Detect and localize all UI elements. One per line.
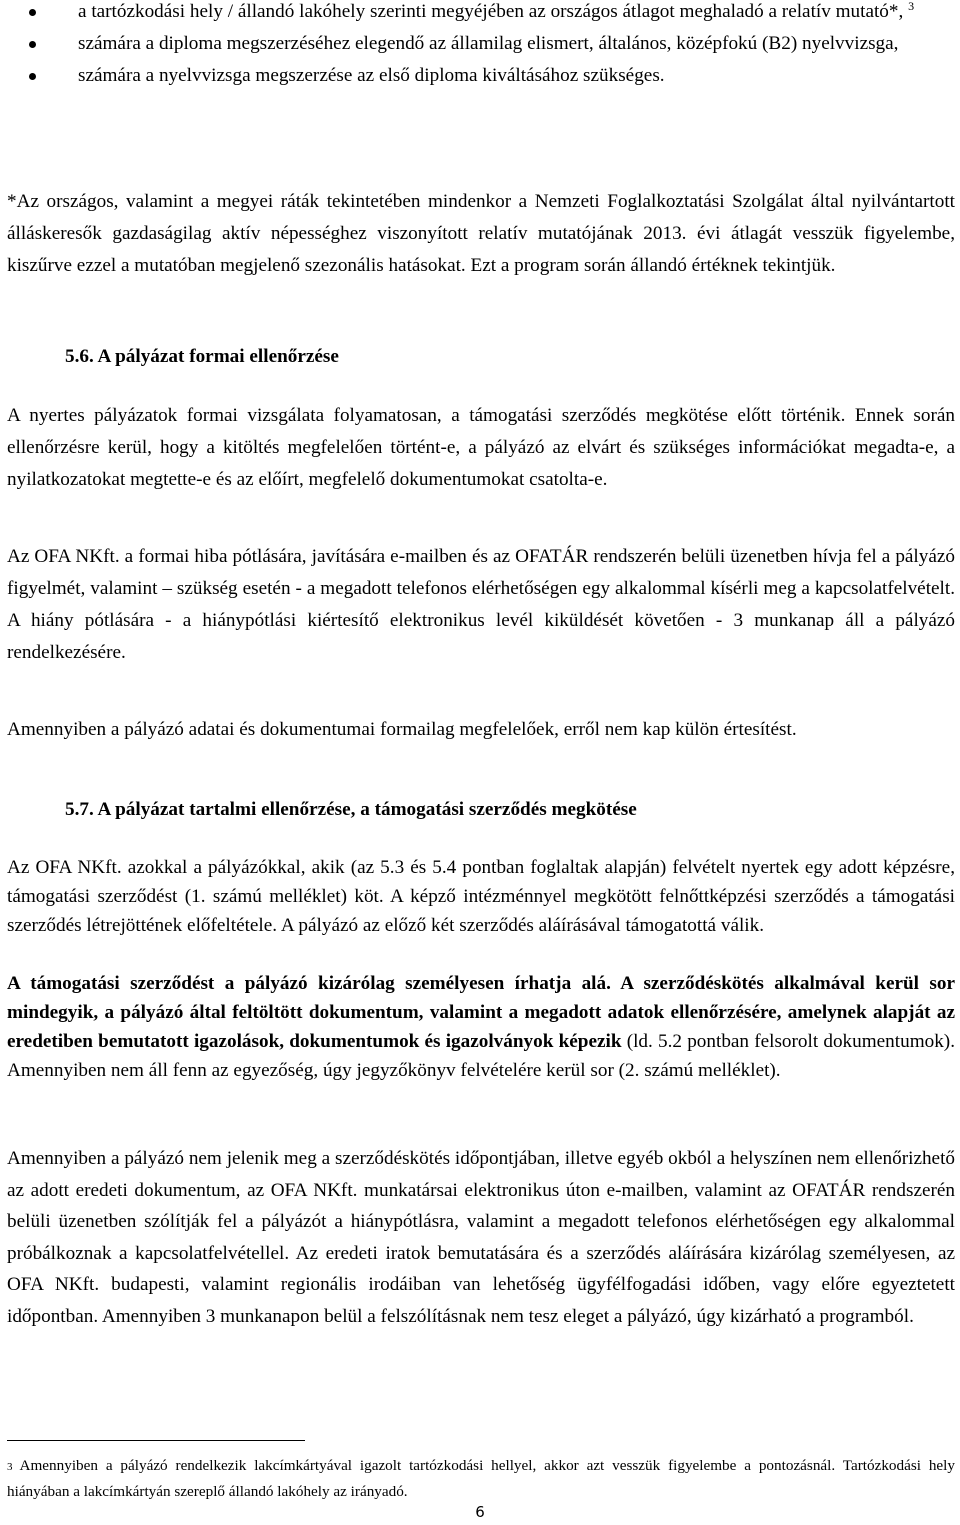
bullet-icon <box>29 73 36 80</box>
paragraph: A támogatási szerződést a pályázó kizárólag személyesen írhatja alá. A szerződéskötés alkalmával kerül sor mindegyik, a pályázó által feltöltött dokumentum, valamint a megadott adatok ellenőrzésére, amelynek alapját az eredetiben bemutatott igazolások, dokumentumok és igazolványok képezik (ld. 5.2 pontban felsorolt dokumentumok). Amennyiben nem áll fenn az egyezőség, úgy jegyzőkönyv felvételére kerül sor (2. számú melléklet). <box>7 973 955 1081</box>
bold-requirement-text: A támogatási szerződést a pályázó kizárólag személyesen írhatja alá. A szerződéskötés alkalmával kerül sor mindegyik, a pályázó által feltöltött dokumentum, valamint a megadott adatok ellenőrzésére, amelynek alapját az eredetiben bemutatott igazolások, dokumentumok és igazolványok képezik <box>7 973 955 1052</box>
paragraph: Az OFA NKft. azokkal a pályázókkal, akik (az 5.3 és 5.4 pontban foglaltak alapján) felvételt nyertek egy adott képzésre, támogatási szerződést (1. számú melléklet) köt. A képző intézménnyel megkötött felnőttképzési szerződés a támogatási szerződés létrejöttének előfeltétele. A pályázó az előző két szerződés aláírásával támogatottá válik. <box>7 857 955 936</box>
section-heading-5-6: 5.6. A pályázat formai ellenőrzése <box>65 346 339 367</box>
paragraph: Az OFA NKft. a formai hiba pótlására, javítására e-mailben és az OFATÁR rendszerén belüli üzenetben hívja fel a pályázó figyelmét, valamint – szükség esetén - a megadott telefonos elérhetőségen egy alkalommal kísérli meg a kapcsolatfelvételt. A hiány pótlására - a hiánypótlási kiértesítő elektronikus levél kiküldését követően - 3 munkanap áll a pályázó rendelkezésére. <box>7 546 955 663</box>
paragraph: A nyertes pályázatok formai vizsgálata folyamatosan, a támogatási szerződés megkötése előtt történik. Ennek során ellenőrzésre kerül, hogy a kitöltés megfelelően történt-e, a pályázó az elvárt és szükséges információkat megadta-e, a nyilatkozatokat megtette-e és az előírt, megfelelő dokumentumokat csatolta-e. <box>7 405 955 490</box>
footnote-divider <box>7 1440 305 1441</box>
list-item: a tartózkodási hely / állandó lakóhely szerinti megyéjében az országos átlagot meghaladó a relatív mutató*, $^3$ <box>7 0 955 28</box>
paragraph: Amennyiben a pályázó nem jelenik meg a szerződéskötés időpontjában, illetve egyéb okból a helyszínen nem ellenőrizhető az adott eredeti dokumentum, az OFA NKft. munkatársai elektronikus úton e-mailben, valamint az OFATÁR rendszerén belüli üzenetben szólítják fel a pályázót a hiánypótlásra, valamint a megadott telefonos elérhetőségen egy alkalommal próbálkoznak a kapcsolatfelvétellel. Az eredeti iratok bemutatására és a szerződés aláírására kizárólag személyesen, az OFA NKft. budapesti, valamint regionális irodáiban van lehetőség ügyfélfogadási időben, vagy előre egyeztetett időpontban. Amennyiben 3 munkanapon belül a felszólításnak nem tesz eleget a pályázó, úgy kizárható a programból. <box>7 1148 955 1327</box>
footnote: 3 Amennyiben a pályázó rendelkezik lakcímkártyával igazolt tartózkodási hellyel, akkor azt vesszük figyelembe a pontozásnál. Tartózkodási hely hiányában a lakcímkártyán szereplő állandó lakóhely az irányadó. <box>7 1457 955 1500</box>
list-item: számára a nyelvvizsga megszerzése az első diploma kiváltásához szükséges. <box>7 60 955 92</box>
footnote-number: 3 <box>7 1461 13 1473</box>
asterisk-note: *Az országos, valamint a megyei ráták tekintetében mindenkor a Nemzeti Foglalkoztatási Szolgálat által nyilvántartott álláskeresők gazdaságilag aktív népességhez viszonyított relatív mutatójának 2013. évi átlagát vesszük figyelembe, kiszűrve ezzel a mutatóban megjelenő szezonális hatásokat. Ezt a program során állandó értéknek tekintjük. <box>7 191 955 276</box>
section-heading-5-7: 5.7. A pályázat tartalmi ellenőrzése, a támogatási szerződés megkötése <box>65 799 637 820</box>
bullet-icon <box>29 9 36 16</box>
footnote-reference[interactable]: 3 <box>908 0 915 13</box>
bullet-icon <box>29 41 36 48</box>
list-item: számára a diploma megszerzéséhez elegendő az államilag elismert, általános, középfokú (B2) nyelvvizsga, <box>7 28 955 60</box>
criteria-bullet-list <box>7 0 955 92</box>
paragraph: Amennyiben a pályázó adatai és dokumentumai formailag megfelelőek, erről nem kap külön értesítést. <box>7 719 797 740</box>
page-number: 6 <box>475 1503 485 1521</box>
